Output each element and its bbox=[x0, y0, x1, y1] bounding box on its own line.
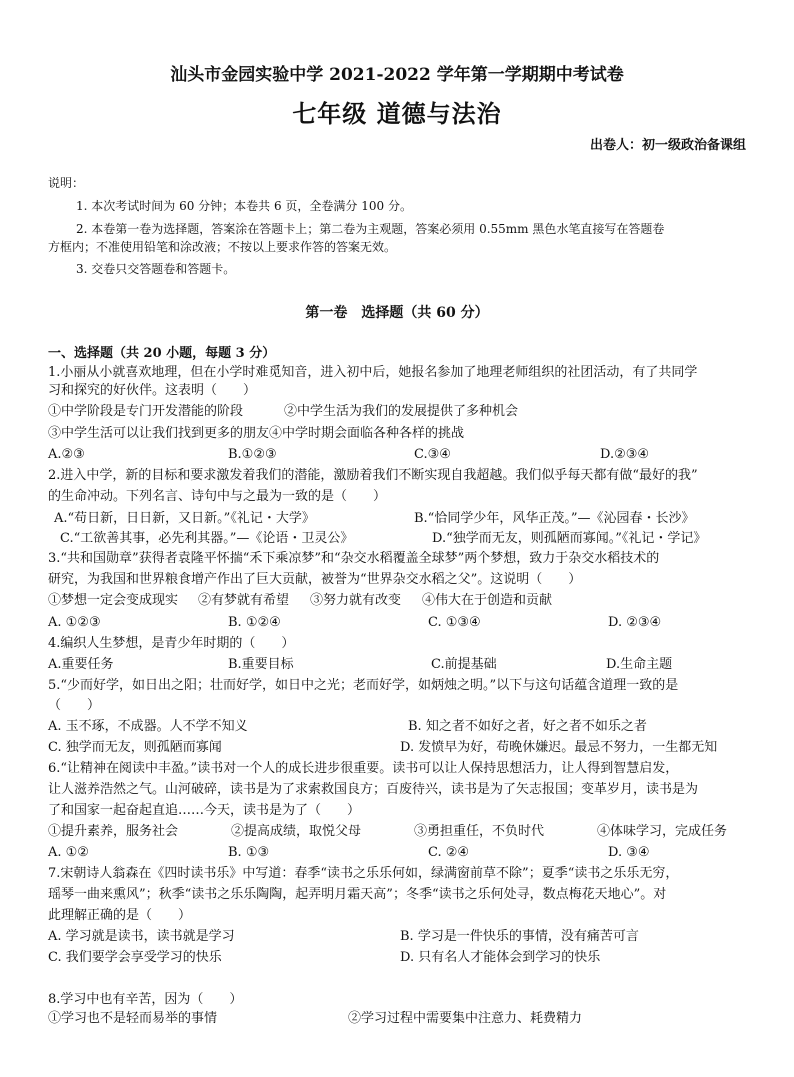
option-d[interactable]: D. 发愤早为好，苟晚休嫌迟。最忌不努力，一生都无知 bbox=[400, 740, 718, 755]
options-row bbox=[54, 508, 694, 530]
options-row bbox=[48, 654, 672, 676]
options-row bbox=[48, 612, 661, 634]
option-a[interactable]: A.②③ bbox=[48, 447, 85, 462]
part-title: 一、选择题（共 20 小题，每题 3 分） bbox=[48, 346, 276, 361]
options-row bbox=[48, 444, 649, 466]
statement-row bbox=[48, 401, 518, 423]
option-b[interactable]: B. ①③ bbox=[228, 845, 270, 860]
question-stem: 研究，为我国和世界粮食增产作出了巨大贡献，被誉为“世界杂交水稻之父”。这说明（ ） bbox=[48, 572, 582, 587]
subject-title: 七年级 道德与法治 bbox=[292, 99, 502, 128]
statement: ④伟大在于创造和贡献 bbox=[422, 593, 553, 608]
question-stem: 6.“让精神在阅读中丰盈。”读书对一个人的成长进步很重要。读书可以让人保持思想活力，让人得到智慧启发， bbox=[48, 761, 679, 776]
option-b[interactable]: B. 学习是一件快乐的事情，没有痛苦可言 bbox=[400, 929, 639, 944]
option-b[interactable]: B.“恰同学少年，风华正茂。”—《沁园春・长沙》 bbox=[414, 511, 695, 526]
option-b[interactable]: B. ①②④ bbox=[228, 615, 281, 630]
author-line: 出卷人：初一级政治备课组 bbox=[589, 138, 746, 153]
exam-title: 汕头市金园实验中学 2021-2022 学年第一学期期中考试卷 bbox=[170, 65, 624, 85]
statement: ①梦想一定会变成现实 bbox=[48, 593, 179, 608]
instruction-item: 2. 本卷第一卷为选择题，答案涂在答题卡上；第二卷为主观题，答案必须用 0.55mm 黑色水笔直接写在答题卷 bbox=[76, 222, 665, 236]
options-row bbox=[48, 737, 717, 759]
option-a[interactable]: A. ①② bbox=[48, 845, 89, 860]
option-b[interactable]: B.重要目标 bbox=[228, 657, 294, 672]
option-d[interactable]: D.②③④ bbox=[600, 447, 650, 462]
question-stem: 4.编织人生梦想，是青少年时期的（ ） bbox=[48, 636, 295, 651]
instruction-item: 3. 交卷只交答题卷和答题卡。 bbox=[76, 262, 236, 276]
option-d[interactable]: D.“独学而无友，则孤陋而寡闻。”《礼记・学记》 bbox=[432, 531, 707, 546]
statement-row bbox=[48, 1008, 582, 1030]
question-stem: 8.学习中也有辛苦，因为（ ） bbox=[48, 992, 243, 1007]
instruction-item: 方框内；不准使用铅笔和涂改液；不按以上要求作答的答案无效。 bbox=[48, 240, 397, 254]
statement: ②提高成绩，取悦父母 bbox=[231, 824, 362, 839]
statement: ③勇担重任，不负时代 bbox=[414, 824, 545, 839]
question-stem: 7.宋朝诗人翁森在《四时读书乐》中写道：春季“读书之乐乐何如，绿满窗前草不除”；夏季“读书之乐乐无穷， bbox=[48, 866, 679, 881]
option-c[interactable]: C. ②④ bbox=[428, 845, 470, 860]
statement: ②有梦就有希望 bbox=[198, 593, 290, 608]
question-stem: 5.“少而好学，如日出之阳；壮而好学，如日中之光；老而好学，如炳烛之明。”以下与这句话蕴含道理一致的是 bbox=[48, 678, 679, 693]
option-c[interactable]: C. 我们要学会享受学习的快乐 bbox=[48, 950, 222, 965]
question-stem: （ ） bbox=[48, 698, 101, 713]
option-c[interactable]: C. 独学而无友，则孤陋而寡闻 bbox=[48, 740, 222, 755]
statement: ③努力就有改变 bbox=[310, 593, 402, 608]
question-stem: 此理解正确的是（ ） bbox=[48, 908, 192, 923]
options-row bbox=[48, 842, 650, 864]
statement: ①提升素养，服务社会 bbox=[48, 824, 179, 839]
statement: ②中学生活为我们的发展提供了多种机会 bbox=[284, 404, 519, 419]
statement: ④体味学习，完成任务 bbox=[597, 824, 728, 839]
option-b[interactable]: B.①②③ bbox=[228, 447, 277, 462]
option-a[interactable]: A. 玉不琢，不成器。人不学不知义 bbox=[48, 719, 248, 734]
option-a[interactable]: A.“苟日新，日日新，又日新。”《礼记・大学》 bbox=[54, 511, 315, 526]
option-d[interactable]: D. 只有名人才能体会到学习的快乐 bbox=[400, 950, 601, 965]
question-stem: 让人滋养浩然之气。山河破碎，读书是为了求索救国良方；百废待兴，读书是为了矢志报国；变革岁月，读书是为 bbox=[48, 782, 699, 797]
option-c[interactable]: C.“工欲善其事，必先利其器。”—《论语・卫灵公》 bbox=[60, 531, 354, 546]
option-a[interactable]: A. 学习就是读书，读书就是学习 bbox=[48, 929, 235, 944]
option-d[interactable]: D. ②③④ bbox=[608, 615, 662, 630]
section-title: 第一卷 选择题（共 60 分） bbox=[305, 305, 489, 321]
question-stem: 了和国家一起奋起直追……今天，读书是为了（ ） bbox=[48, 803, 361, 818]
statement-row bbox=[48, 590, 552, 612]
instructions-heading: 说明： bbox=[48, 176, 85, 190]
question-stem: 1.小丽从小就喜欢地理，但在小学时难觅知音，进入初中后，她报名参加了地理老师组织的社团活动，有了共同学 bbox=[48, 365, 698, 380]
statement: ①学习也不是轻而易举的事情 bbox=[48, 1011, 218, 1026]
statement: ②学习过程中需要集中注意力、耗费精力 bbox=[348, 1011, 583, 1026]
question-stem: 2.进入中学，新的目标和要求激发着我们的潜能，激励着我们不断实现自我超越。我们似乎每天都有做“最好的我” bbox=[48, 468, 698, 483]
instruction-item: 1. 本次考试时间为 60 分钟；本卷共 6 页，全卷满分 100 分。 bbox=[76, 199, 412, 213]
option-c[interactable]: C.前提基础 bbox=[431, 657, 497, 672]
option-c[interactable]: C. ①③④ bbox=[428, 615, 481, 630]
options-row bbox=[48, 947, 600, 969]
question-stem: 瑶琴一曲来熏风”；秋季“读书之乐乐陶陶，起弄明月霜天高”；冬季“读书之乐何处寻，数点梅花天地心”。对 bbox=[48, 887, 667, 902]
options-row bbox=[48, 926, 639, 948]
options-row bbox=[60, 528, 706, 550]
question-stem: 3.“共和国勋章”获得者袁隆平怀揣“禾下乘凉梦”和“杂交水稻覆盖全球梦”两个梦想，致力于杂交水稻技术的 bbox=[48, 551, 660, 566]
statement: ③中学生活可以让我们找到更多的朋友④中学时期会面临各种各样的挑战 bbox=[48, 426, 465, 441]
option-b[interactable]: B. 知之者不如好之者，好之者不如乐之者 bbox=[408, 719, 647, 734]
option-a[interactable]: A. ①②③ bbox=[48, 615, 101, 630]
option-d[interactable]: D.生命主题 bbox=[606, 657, 673, 672]
statement: ①中学阶段是专门开发潜能的阶段 bbox=[48, 404, 244, 419]
option-c[interactable]: C.③④ bbox=[414, 447, 451, 462]
option-a[interactable]: A.重要任务 bbox=[48, 657, 114, 672]
statement-row bbox=[48, 821, 727, 843]
option-d[interactable]: D. ③④ bbox=[608, 845, 650, 860]
question-stem: 习和探究的好伙伴。这表明（ ） bbox=[48, 383, 257, 398]
question-stem: 的生命冲动。下列名言、诗句中与之最为一致的是（ ） bbox=[48, 489, 387, 504]
options-row bbox=[48, 716, 647, 738]
